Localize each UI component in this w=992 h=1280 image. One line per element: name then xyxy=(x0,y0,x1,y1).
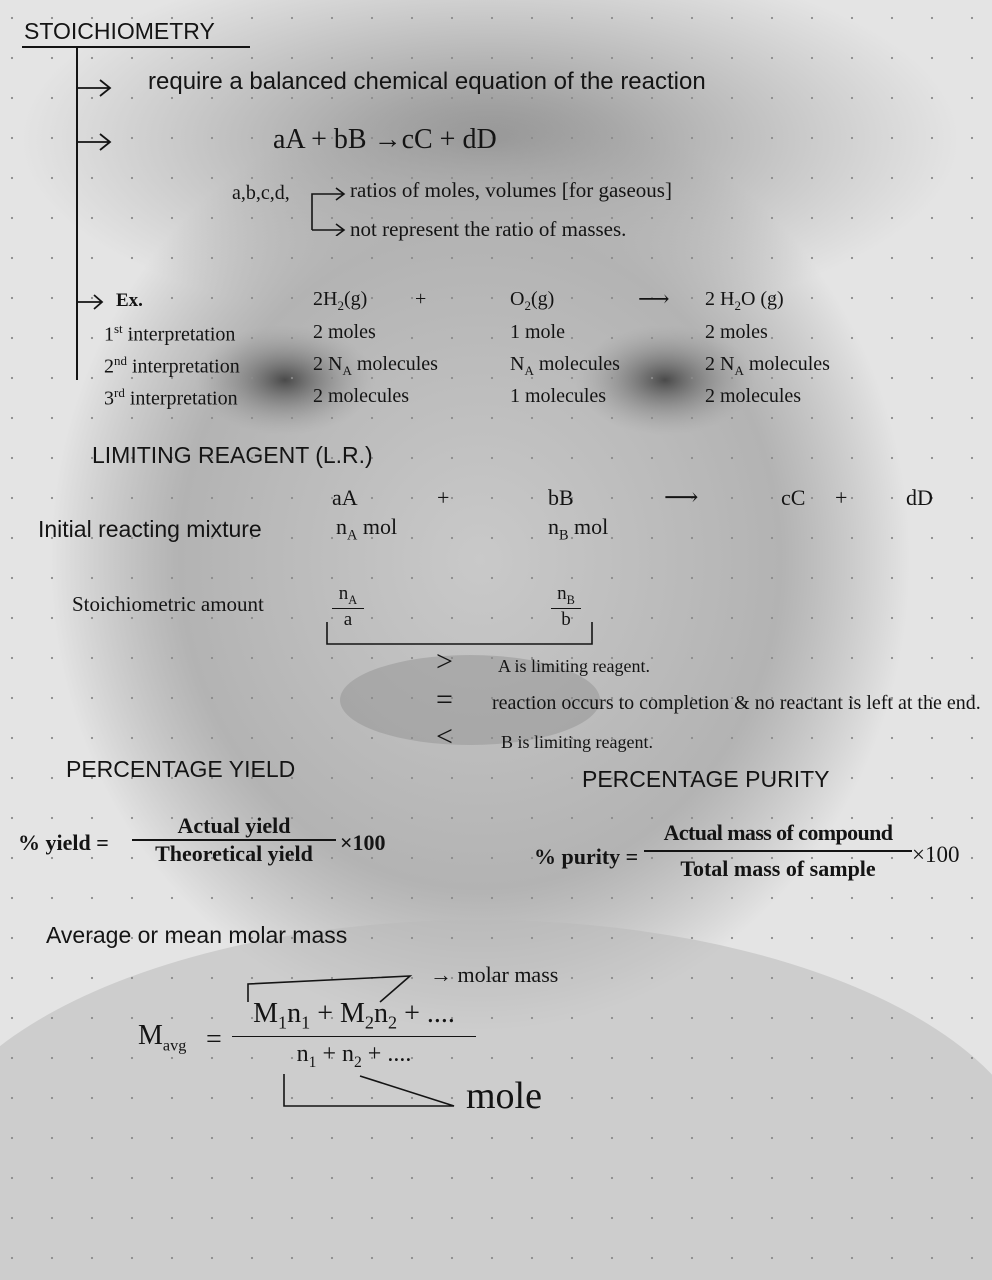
row2-o2: $N_A$ molecules xyxy=(510,353,620,378)
fraction-nB-over-b: $n_B$ b xyxy=(551,583,581,631)
plus-sign: + xyxy=(415,288,427,310)
mole-label: mole xyxy=(466,1075,542,1117)
row3-h2o: 2 molecules xyxy=(705,385,802,407)
row1-h2o: 2 moles xyxy=(705,321,768,343)
comparison-bracket xyxy=(324,622,596,650)
equals-sign: = xyxy=(436,683,453,716)
general-equation: aA + bB →cC + dD xyxy=(273,124,497,155)
case-equal: reaction occurs to completion & no reactant is left at the end. xyxy=(492,692,981,714)
molar-mass-note: → molar mass xyxy=(430,962,559,987)
stoichiometric-amount-label: Stoichiometric amount xyxy=(72,592,264,616)
fraction-nA-over-a: $n_A$ a xyxy=(332,583,364,631)
m-avg-fraction: $M_1n_1 + M_2n_2$ + .... $n_1 + n_2$ + .... xyxy=(232,998,476,1071)
moles-b: $n_B$ mol xyxy=(548,514,609,544)
m-avg-equals: = xyxy=(206,1024,222,1055)
purity-fraction: Actual mass of compound Total mass of sample xyxy=(644,820,912,882)
title-underline xyxy=(22,46,250,48)
bracket-arrows xyxy=(76,70,116,320)
case-less: B is limiting reagent. xyxy=(501,732,653,752)
percentage-purity-title: PERCENTAGE PURITY xyxy=(582,766,830,792)
coefficient-note-masses: not represent the ratio of masses. xyxy=(350,217,627,241)
stoichiometry-title: STOICHIOMETRY xyxy=(24,18,215,44)
moles-a: $n_A$ mol xyxy=(336,514,398,544)
lr-aA: aA xyxy=(332,485,358,510)
reactant-o2: $O_2(g)$ xyxy=(510,288,555,313)
lr-arrow: ⟶ xyxy=(664,485,699,511)
less-than-sign: < xyxy=(436,720,453,753)
lr-bB: bB xyxy=(548,485,574,510)
purity-lhs: % purity = xyxy=(534,844,639,869)
initial-mixture-label: Initial reacting mixture xyxy=(38,516,262,542)
coefficient-note-ratios: ratios of moles, volumes [for gaseous] xyxy=(350,178,672,202)
percentage-yield-title: PERCENTAGE YIELD xyxy=(66,756,296,782)
product-h2o: 2 $H_2O$ (g) xyxy=(705,288,784,313)
row1-h2: 2 moles xyxy=(313,321,376,343)
yield-lhs: % yield = xyxy=(18,830,109,855)
interpretation-3-label: 3rd interpretation xyxy=(104,385,238,410)
yield-multiplier: ×100 xyxy=(340,830,386,855)
lr-plus-2: + xyxy=(835,485,848,510)
lr-dD: dD xyxy=(906,485,933,510)
lr-cC: cC xyxy=(781,485,806,510)
mole-pointer xyxy=(276,1072,462,1112)
coefficients-label: a,b,c,d, xyxy=(232,182,290,204)
case-greater: A is limiting reagent. xyxy=(498,656,650,676)
average-molar-mass-title: Average or mean molar mass xyxy=(46,922,348,948)
row3-o2: 1 molecules xyxy=(510,385,607,407)
example-label: Ex. xyxy=(116,290,143,311)
interpretation-1-label: 1st interpretation xyxy=(104,321,236,346)
row2-h2o: 2 $N_A$ molecules xyxy=(705,353,830,378)
yield-fraction: Actual yield Theoretical yield xyxy=(132,813,336,867)
row1-o2: 1 mole xyxy=(510,321,565,343)
reaction-arrow: ⟶ xyxy=(638,286,670,311)
lr-plus-1: + xyxy=(437,485,450,510)
row3-h2: 2 molecules xyxy=(313,385,410,407)
interpretation-2-label: 2nd interpretation xyxy=(104,353,240,378)
coefficient-branch-arrows xyxy=(308,186,350,236)
requirement-text: require a balanced chemical equation of the reaction xyxy=(148,68,706,95)
reactant-h2: $2H_2(g)$ xyxy=(313,288,368,313)
m-avg-label: $M_{avg}$ xyxy=(138,1020,187,1055)
row2-h2: 2 $N_A$ molecules xyxy=(313,353,438,378)
purity-multiplier: ×100 xyxy=(912,842,960,867)
greater-than-sign: > xyxy=(436,645,453,678)
limiting-reagent-title: LIMITING REAGENT (L.R.) xyxy=(92,442,373,468)
